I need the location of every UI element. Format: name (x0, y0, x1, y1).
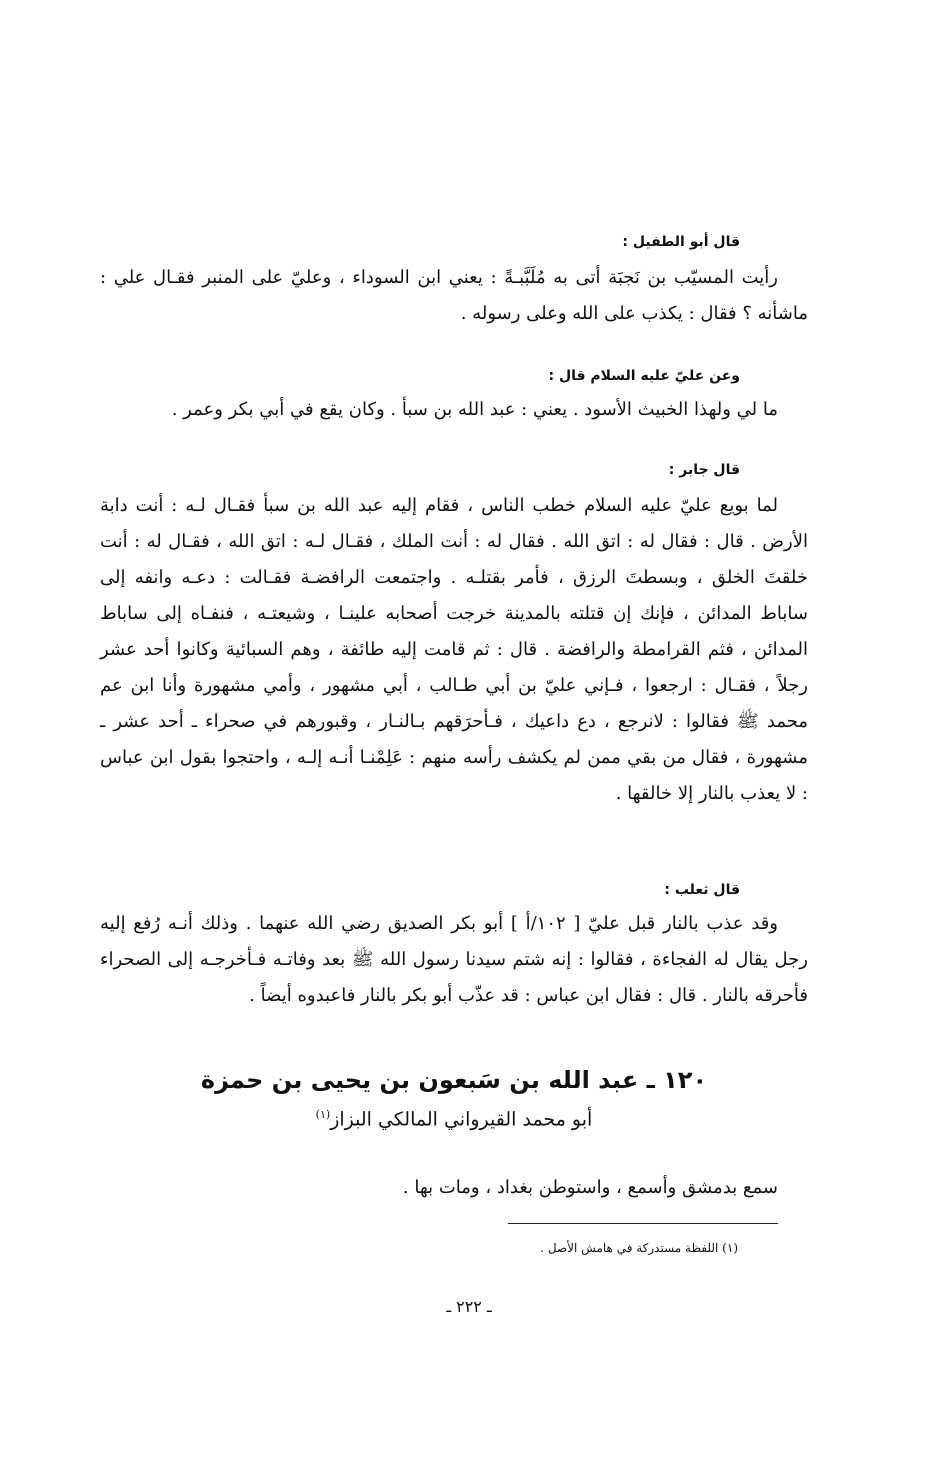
footnote: (١) اللفظة مستدركة في هامش الأصل . (540, 1241, 738, 1255)
biography-subtitle-text: أبو محمد القيرواني المالكي البزاز (330, 1108, 593, 1131)
section-paragraph: لما بويع عليّ عليه السلام خطب الناس ، فقام إليه عبد الله بن سبأ فقـال لـه : أنت دابة الأرض . قال : فقال له : اتق الله . فقال له : أنت الملك ، فقـال لـه : اتق الله ، فقـال له : أنت خلقتَ الخلق ، وبسطتَ الرزق ، فأمر بقتلـه . واجتمعت الرافضـة فقـالت : دعـه وانفه إلى ساباط المدائن ، فإنك إن قتلته بالمدينة خرجت أصحابه علينـا ، وشيعتـه ، فنفـاه إلى ساباط المدائن ، فثم القرامطة والرافضة . قال : ثم قامت إليه طائفة ، وهم السبائية وكانوا أحد عشر رجلاً ، فقـال : ارجعوا ، فـإني عليّ بن أبي طـالب ، أبي مشهور ، وأمي مشهورة وأنا ابن عم محمد ﷺ فقالوا : لانرجع ، دع داعيك ، فـأحرَقهم بـالنـار ، وقبورهم في صحراء ـ أحد عشر ـ مشهورة ، فقال من بقي ممن لم يكشف رأسه منهم : عَلِمْنـا أنـه إلـه ، واحتجوا بقول ابن عباس : لا يعذب بالنار إلا خالقها . (100, 495, 808, 804)
section-ali (100, 366, 808, 428)
page-number: ـ ٢٢٢ ـ (446, 1297, 492, 1316)
section-paragraph: ما لي ولهذا الخبيث الأسود . يعني : عبد الله بن سبأ . وكان يقع في أبي بكر وعمر . (171, 399, 778, 420)
biography-title: ١٢٠ ـ عبد الله بن سَبعون بن يحيى بن حمزة (200, 1066, 708, 1094)
footnote-divider (508, 1223, 778, 1224)
section-abu-tufayl (100, 232, 808, 332)
section-heading: وعن عليّ عليه السلام قال : (548, 368, 740, 384)
section-jabir (100, 460, 808, 812)
section-paragraph: رأيت المسيّب بن نَجبَة أتى به مُلَبَّبـةً : يعني ابن السوداء ، وعليّ على المنبر فقـال علي : ماشأنه ؟ فقال : يكذب على الله وعلى رسوله . (100, 267, 808, 324)
section-heading: قال ثعلب : (664, 882, 740, 898)
section-heading: قال جابر : (668, 462, 740, 478)
section-paragraph: وقد عذب بالنار قبل عليّ [ ١٠٢/أ ] أبو بكر الصديق رضي الله عنهما . وذلك أنـه رُفع إليه رجل يقال له الفجاءة ، فقالوا : إنه شتم سيدنا رسول الله ﷺ بعد وفاتـه فـأخرجـه إلى الصحراء فأحرقه بالنار . قال : فقال ابن عباس : قد عذّب أبو بكر بالنار فاعبدوه أيضاً . (100, 913, 808, 1006)
footnote-reference: (١) (315, 1108, 331, 1121)
section-thalab (100, 880, 808, 1014)
biography-text: سمع بدمشق وأسمع ، واستوطن بغداد ، ومات بها . (402, 1177, 778, 1198)
section-heading: قال أبو الطفيل : (622, 234, 740, 250)
biography-body (100, 1170, 808, 1206)
biography-subtitle (100, 1098, 808, 1136)
biography-header (100, 1062, 808, 1136)
